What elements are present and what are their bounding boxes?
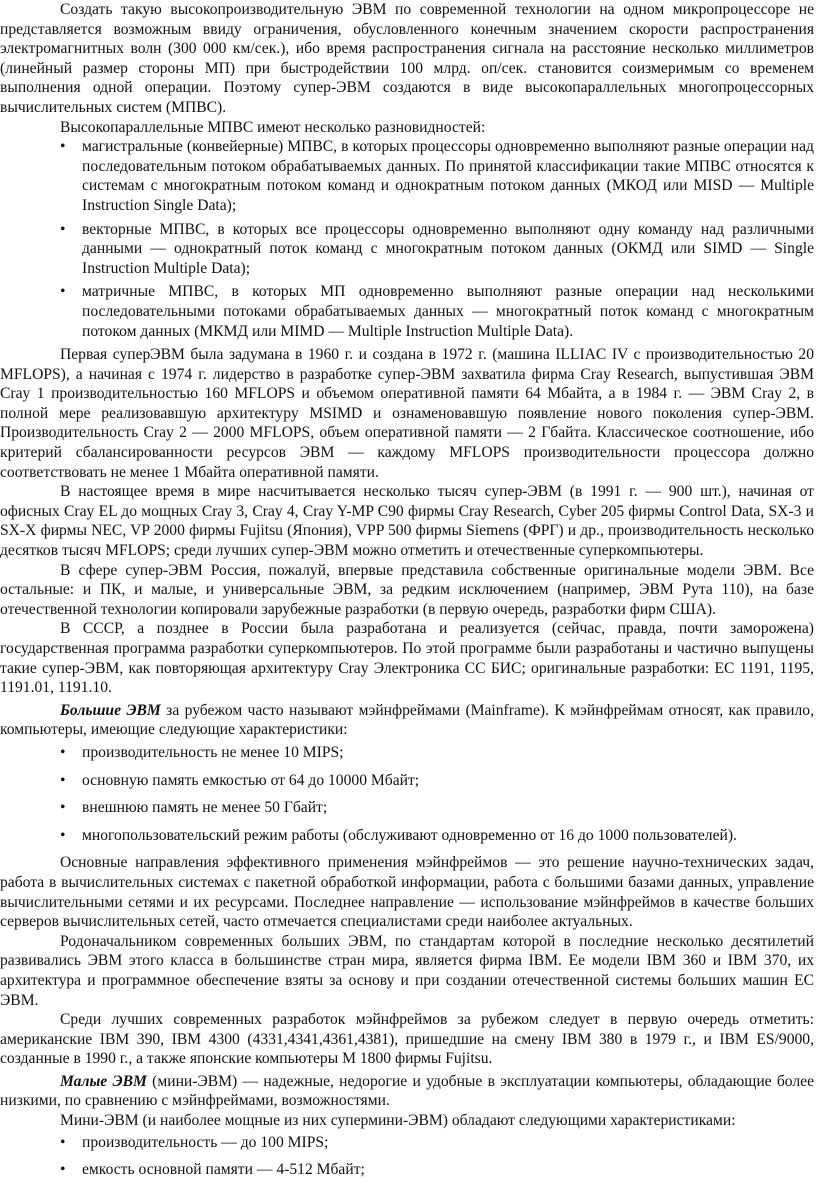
paragraph-mpvs-types: Высокопараллельные МПВС имеют несколько разновидностей: xyxy=(60,118,486,136)
list-item: • внешнюю память не менее 50 Гбайт; xyxy=(60,798,814,818)
list-item: • матричные МПВС, в которых МП одновременно выполняют разные операции над несколькими последовательными потоками обрабатываемых данных — многократный поток команд с многократным потоком данных (МКМД или MIMD — Multiple Instruction Multiple Data). xyxy=(60,282,814,341)
mini-characteristics-list xyxy=(0,1133,814,1180)
paragraph-mini-text: (мини-ЭВМ) — надежные, недорогие и удобные в эксплуатации компьютеры, обладающие более низкими, по сравнению с мэйнфреймами, возможностями. xyxy=(0,1072,815,1110)
term-large-computers: Большие ЭВМ xyxy=(60,701,161,719)
paragraph-mini-characteristics: Мини-ЭВМ (и наиболее мощные из них супермини-ЭВМ) обладают следующими характеристиками: xyxy=(60,1112,736,1130)
mainframe-characteristics-list xyxy=(0,743,814,845)
paragraph-mainframes-text: за рубежом часто называют мэйнфреймами (Mainframe). К мэйнфреймам относят, как правило, компьютеры, имеющие следующие характеристики: xyxy=(0,701,814,739)
paragraph-ibm: Родоначальником современных больших ЭВМ, по стандартам которой в последние несколько десятилетий развивались ЭВМ этого класса в большинстве стран мира, является фирма IBM. Ее модели IBM 360 и IBM 370, их архитектура и программное обеспечение взяты за основу и при создании отечественной системы больших машин ЕС ЭВМ. xyxy=(0,932,814,1009)
list-item: • производительность не менее 10 MIPS; xyxy=(60,743,814,763)
term-small-computers: Малые ЭВМ xyxy=(60,1072,147,1090)
mpvs-types-list xyxy=(0,137,814,341)
list-item: • магистральные (конвейерные) МПВС, в которых процессоры одновременно выполняют разные операции над последовательным потоком обрабатываемых данных. По принятой классификации такие МПВС относятся к системам с многократным потоком команд и однократным потоком данных (МКОД или MISD — Multiple Instruction Single Data); xyxy=(60,137,814,215)
paragraph-current-supercomputers: В настоящее время в мире насчитывается несколько тысяч супер-ЭВМ (в 1991 г. — 900 шт.), начиная от офисных Cray EL до мощных Cray 3, Cray 4, Cray Y-MP C90 фирмы Cray Research, Cyber 205 фирмы Control Data, SX-3 и SX-X фирмы NEC, VP 2000 фирмы Fujitsu (Япония), VPP 500 фирмы Siemens (ФРГ) и др., производительность несколько десятков тысяч MFLOPS; среди лучших супер-ЭВМ можно отметить и отечественные суперкомпьютеры. xyxy=(0,483,814,560)
list-item: • многопользовательский режим работы (обслуживают одновременно от 16 до 1000 пользователей). xyxy=(60,826,814,846)
list-item: • векторные МПВС, в которых все процессоры одновременно выполняют одну команду над различными данными — однократный поток команд с многократным потоком данных (ОКМД или SIMD — Single Instruction Multiple Data); xyxy=(60,220,814,279)
list-item: • основную память емкостью от 64 до 10000 Мбайт; xyxy=(60,771,814,791)
paragraph-supercomputer-intro: Создать такую высокопроизводительную ЭВМ по современной технологии на одном микропроцессоре не представляется возможным ввиду ограничения, обусловленного конечным значением скорости распространения электромагнитных волн (300 000 км/сек.), ибо время распространения сигнала на расстояние несколько миллиметров (линейный размер стороны МП) при быстродействии 100 млрд. оп/сек. становится соизмеримым со временем выполнения одной операции. Поэтому супер-ЭВМ создаются в виде высокопараллельных многопроцессорных вычислительных систем (МПВС). xyxy=(0,1,814,116)
paragraph-mainframe-uses: Основные направления эффективного применения мэйнфреймов — это решение научно-технических задач, работа в вычислительных системах с пакетной обработкой информации, работа с большими базами данных, управление вычислительными сетями и их ресурсами. Последнее направление — использование мэйнфреймов в качестве больших серверов вычислительных сетей, часто отмечается специалистами среди наиболее актуальных. xyxy=(0,854,814,931)
paragraph-mini-computers xyxy=(0,1072,814,1111)
paragraph-modern-mainframes: Среди лучших современных разработок мэйнфреймов за рубежом следует в первую очередь отметить: американские IBM 390, IBM 4300 (4331,4341,4361,4381), пришедшие на смену IBM 380 в 1979 г., и IBM ES/9000, созданные в 1990 г., а также японские компьютеры M 1800 фирмы Fujitsu. xyxy=(0,1011,814,1068)
paragraph-mainframes xyxy=(0,701,814,740)
list-item: • производительность — до 100 MIPS; xyxy=(60,1133,814,1153)
list-item: • емкость основной памяти — 4-512 Мбайт; xyxy=(60,1160,814,1180)
paragraph-russia-supercomputers: В сфере супер-ЭВМ Россия, пожалуй, впервые представила собственные оригинальные модели ЭВМ. Все остальные: и ПК, и малые, и универсальные ЭВМ, за редким исключением (например, ЭВМ Рута 110), на базе отечественной технологии копировали зарубежные разработки (в первую очередь, разработки фирм США). xyxy=(0,561,814,618)
paragraph-ussr-program: В СССР, а позднее в России была разработана и реализуется (сейчас, правда, почти заморожена) государственная программа разработки суперкомпьютеров. По этой программе были разработаны и частично выпущены такие супер-ЭВМ, как повторяющая архитектуру Cray Электроника СС БИС; оригинальные разработки: ЕС 1191, 1195, 1191.01, 1191.10. xyxy=(0,620,814,697)
paragraph-first-supercomputer: Первая суперЭВМ была задумана в 1960 г. и создана в 1972 г. (машина ILLIAC IV с производительностью 20 MFLOPS), а начиная с 1974 г. лидерство в разработке супер-ЭВМ захватила фирма Cray Research, выпустившая ЭВМ Cray 1 производительностью 160 MFLOPS и объемом оперативной памяти 64 Мбайта, а в 1984 г. — ЭВМ Cray 2, в полной мере реализовавшую архитектуру MSIMD и ознаменовавшую появление нового поколения супер-ЭВМ. Производительность Cray 2 — 2000 MFLOPS, объем оперативной памяти — 2 Гбайта. Классическое соотношение, ибо критерий сбалансированности ресурсов ЭВМ — каждому MFLOPS производительности процессора должно соответствовать не менее 1 Мбайта оперативной памяти. xyxy=(0,346,814,481)
